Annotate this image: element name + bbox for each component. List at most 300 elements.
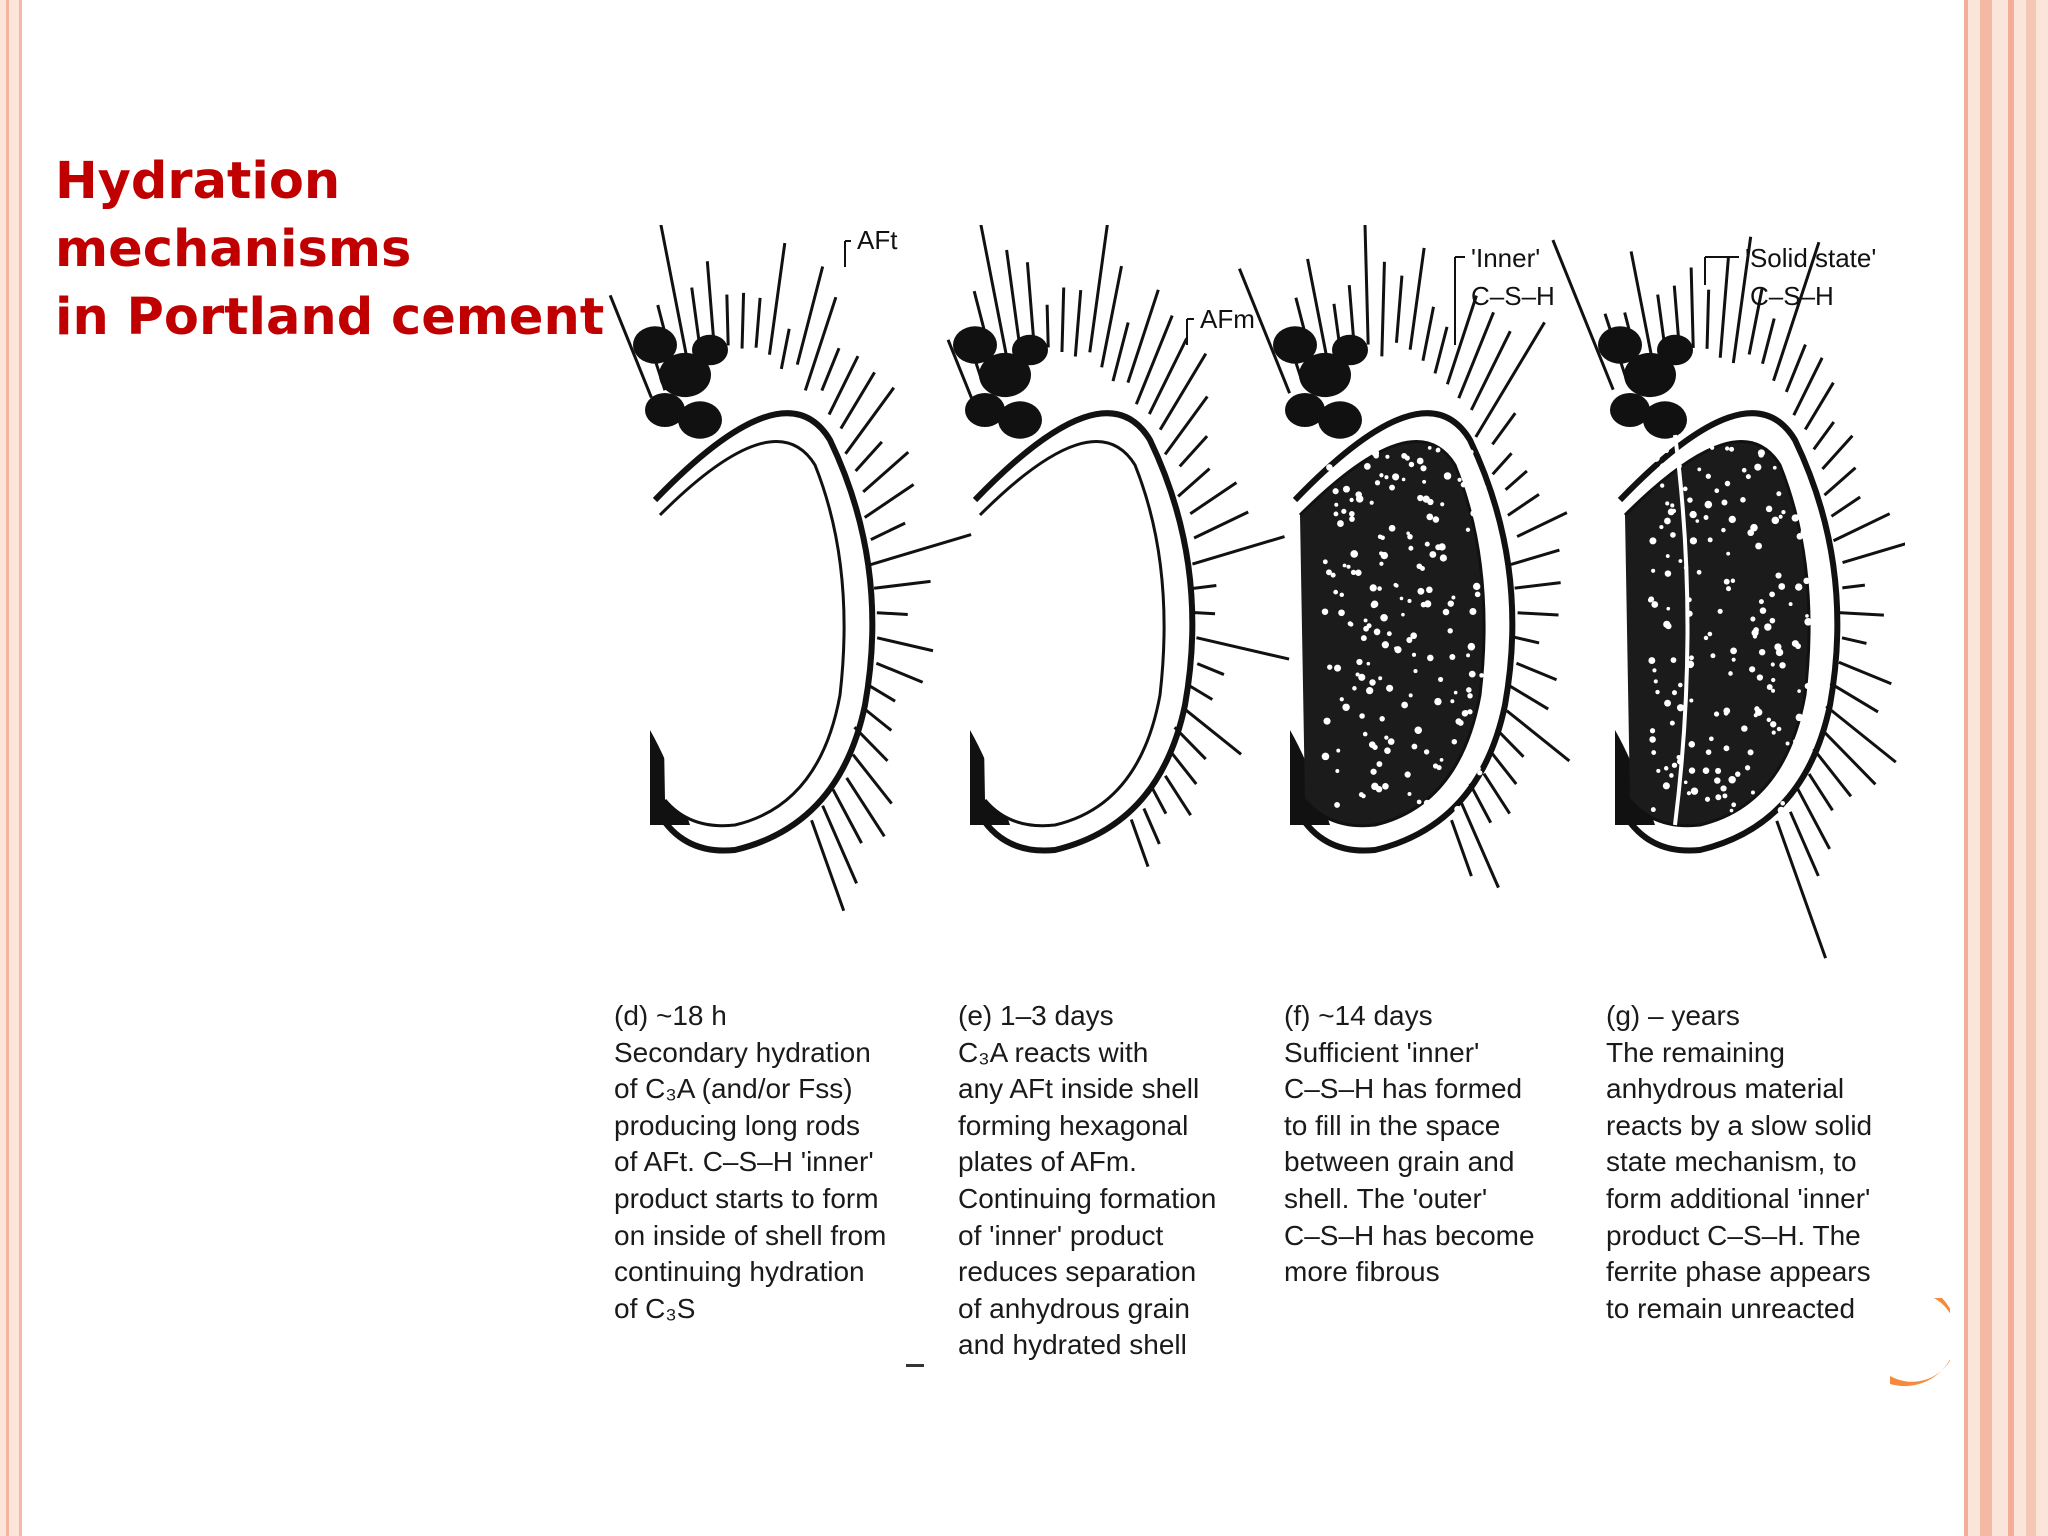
inner-csh-speck-f [1322, 608, 1328, 614]
inner-csh-speck-f [1466, 653, 1470, 657]
inner-csh-speck-g [1796, 714, 1804, 722]
slide-title [55, 148, 695, 352]
afT-rod-f [1496, 729, 1523, 757]
inner-csh-speck-g [1706, 749, 1712, 755]
inner-csh-speck-f [1444, 472, 1451, 479]
inner-csh-speck-g [1649, 736, 1656, 743]
inner-csh-speck-g [1678, 559, 1682, 563]
inner-csh-speck-g [1732, 658, 1736, 662]
inner-csh-speck-f [1454, 806, 1461, 813]
afT-rod-e [1136, 316, 1172, 405]
inner-csh-speck-f [1400, 597, 1404, 601]
afT-rod-f [1470, 784, 1491, 823]
afT-rod-d [823, 806, 857, 884]
inner-csh-speck-f [1417, 563, 1423, 569]
inner-csh-speck-g [1754, 713, 1758, 717]
caption-e-line: of anhydrous grain [958, 1292, 1190, 1324]
inner-csh-speck-f [1417, 800, 1422, 805]
inner-csh-speck-g [1786, 741, 1790, 745]
inner-csh-speck-g [1648, 657, 1655, 664]
caption-g-line: ferrite phase appears [1606, 1256, 1871, 1288]
inner-csh-speck-g [1758, 452, 1764, 458]
inner-csh-speck-g [1666, 554, 1670, 558]
inner-csh-speck-g [1724, 579, 1730, 585]
afT-rod-e [1196, 638, 1289, 659]
stray-dash-mark [906, 1364, 924, 1367]
inner-csh-speck-g [1749, 666, 1755, 672]
anhydrous-grain-g [1625, 442, 1809, 826]
inner-csh-speck-f [1364, 463, 1371, 470]
inner-csh-speck-f [1467, 709, 1472, 714]
inner-csh-speck-g [1772, 517, 1780, 525]
inner-csh-speck-g [1748, 749, 1754, 755]
inner-csh-speck-f [1373, 453, 1379, 459]
inner-csh-speck-f [1412, 653, 1416, 657]
inner-csh-speck-g [1654, 679, 1658, 683]
inner-csh-speck-f [1452, 739, 1457, 744]
inner-csh-speck-f [1380, 614, 1388, 622]
grain-cluster-f [1318, 401, 1362, 438]
inner-csh-speck-f [1469, 450, 1474, 455]
inner-csh-speck-g [1742, 468, 1747, 473]
afT-rod-f [1515, 583, 1561, 589]
inner-csh-speck-f [1385, 455, 1389, 459]
afT-rod-d [812, 820, 844, 910]
inner-csh-speck-g [1683, 487, 1688, 492]
inner-csh-speck-f [1402, 478, 1406, 482]
inner-csh-speck-g [1714, 777, 1720, 783]
caption-d-line: of C₃S [614, 1292, 696, 1324]
inner-csh-speck-f [1389, 485, 1395, 491]
afT-rod-e [1047, 305, 1048, 348]
inner-csh-speck-g [1695, 519, 1699, 523]
inner-csh-speck-g [1705, 501, 1713, 509]
inner-csh-speck-f [1466, 528, 1470, 532]
inner-csh-speck-f [1371, 783, 1378, 790]
inner-csh-speck-f [1333, 590, 1338, 595]
inner-csh-speck-g [1655, 690, 1659, 694]
afT-rod-e [1183, 708, 1241, 755]
inner-csh-speck-g [1724, 745, 1730, 751]
inner-csh-speck-f [1457, 478, 1461, 482]
inner-csh-speck-f [1424, 600, 1431, 607]
anhydrous-grain-f [1300, 442, 1484, 826]
inner-csh-speck-g [1797, 689, 1801, 693]
inner-csh-speck-g [1677, 704, 1684, 711]
inner-csh-speck-g [1735, 771, 1740, 776]
inner-csh-speck-f [1394, 646, 1398, 650]
inner-csh-speck-f [1384, 735, 1388, 739]
inner-csh-speck-g [1704, 515, 1709, 520]
inner-csh-speck-g [1728, 776, 1735, 783]
inner-csh-speck-g [1710, 445, 1714, 449]
inner-csh-speck-g [1750, 524, 1758, 532]
afT-rod-f [1410, 248, 1424, 350]
afT-rod-f [1396, 276, 1401, 343]
inner-csh-speck-f [1467, 693, 1472, 698]
inner-csh-speck-g [1722, 793, 1727, 798]
caption-e-heading: (e) 1–3 days [958, 1000, 1114, 1031]
inner-csh-speck-g [1731, 802, 1736, 807]
afT-rod-g [1786, 345, 1805, 392]
inner-csh-speck-f [1323, 559, 1328, 564]
inner-csh-speck-g [1714, 488, 1719, 493]
inner-csh-speck-f [1409, 693, 1413, 697]
afT-rod-d [877, 613, 908, 615]
inner-csh-speck-g [1715, 768, 1721, 774]
inner-csh-speck-f [1468, 643, 1476, 651]
slide-title-line-2: in Portland cement [55, 288, 605, 347]
slide-left-border [0, 0, 22, 1536]
inner-csh-speck-f [1349, 511, 1355, 517]
hydration-figure-svg [605, 225, 1905, 965]
inner-csh-speck-g [1770, 618, 1776, 624]
inner-csh-speck-g [1649, 537, 1656, 544]
afT-rod-f [1506, 471, 1527, 490]
inner-csh-speck-g [1659, 525, 1663, 529]
inner-csh-speck-f [1469, 608, 1476, 615]
inner-csh-speck-f [1367, 623, 1372, 628]
inner-csh-speck-g [1652, 454, 1660, 462]
caption-panel-d [614, 998, 944, 1327]
inner-csh-speck-g [1671, 657, 1677, 663]
inner-csh-speck-g [1767, 718, 1771, 722]
inner-csh-speck-g [1663, 782, 1670, 789]
inner-csh-speck-g [1688, 449, 1695, 456]
afT-rod-d [742, 293, 744, 349]
inner-csh-speck-g [1703, 767, 1710, 774]
inner-csh-speck-g [1687, 497, 1693, 503]
inner-csh-speck-f [1427, 655, 1434, 662]
afT-rod-f [1451, 820, 1471, 876]
grain-cluster-d [678, 401, 722, 438]
caption-e-line: reduces separation [958, 1256, 1197, 1288]
inner-csh-speck-g [1751, 791, 1755, 795]
caption-d-line: producing long rods [614, 1109, 860, 1141]
inner-csh-speck-f [1326, 569, 1332, 575]
inner-csh-speck-f [1424, 749, 1429, 754]
inner-csh-speck-g [1708, 537, 1713, 542]
grain-cluster-g [1643, 401, 1687, 438]
inner-csh-speck-f [1370, 584, 1377, 591]
inner-csh-speck-f [1370, 501, 1374, 505]
afT-rod-f [1365, 225, 1368, 345]
inner-csh-speck-g [1678, 683, 1683, 688]
afT-rod-f [1462, 803, 1499, 888]
inner-csh-speck-g [1783, 778, 1790, 785]
afT-rod-f [1484, 774, 1510, 814]
afT-rod-g [1843, 531, 1905, 562]
inner-csh-speck-f [1440, 554, 1447, 561]
inner-csh-speck-g [1771, 662, 1775, 666]
inner-csh-speck-g [1705, 797, 1710, 802]
inner-csh-speck-f [1338, 609, 1345, 616]
inner-csh-speck-g [1664, 518, 1671, 525]
inner-csh-speck-f [1382, 783, 1389, 790]
afT-rod-d [854, 727, 887, 761]
afT-rod-g [1833, 514, 1889, 541]
caption-e-line: Continuing formation [958, 1182, 1217, 1214]
inner-csh-speck-g [1746, 474, 1751, 479]
panel-e-label: AFm [1200, 304, 1255, 334]
panel-d-label: AFt [857, 225, 898, 255]
anhydrous-grain-d [660, 442, 844, 826]
caption-d-line: of AFt. C–S–H 'inner' [614, 1146, 874, 1178]
inner-csh-speck-f [1337, 520, 1344, 527]
inner-csh-speck-f [1475, 592, 1481, 598]
inner-csh-speck-f [1426, 587, 1433, 594]
inner-csh-speck-g [1774, 643, 1781, 650]
inner-csh-speck-g [1772, 783, 1776, 787]
afT-rod-e [1197, 664, 1224, 675]
inner-csh-speck-f [1355, 570, 1361, 576]
afT-rod-d [769, 243, 784, 355]
panel-g-label-1: 'Solid state' [1745, 243, 1877, 273]
inner-csh-speck-g [1795, 643, 1801, 649]
inner-csh-speck-g [1745, 765, 1750, 770]
afT-rod-d [874, 581, 930, 588]
afT-rod-f [1514, 637, 1539, 643]
afT-rod-g [1809, 774, 1832, 810]
afT-rod-d [871, 523, 905, 539]
caption-f-line: Sufficient 'inner' [1284, 1036, 1480, 1068]
caption-panel-f [1284, 998, 1614, 1291]
afT-rod-e [1131, 819, 1148, 866]
caption-d-line: of C₃A (and/or Fss) [614, 1073, 853, 1105]
inner-csh-speck-f [1335, 769, 1339, 773]
inner-csh-speck-f [1367, 662, 1371, 666]
afT-rod-e [1193, 613, 1215, 614]
inner-csh-speck-g [1672, 690, 1677, 695]
inner-csh-speck-f [1349, 516, 1355, 522]
inner-csh-speck-f [1417, 588, 1424, 595]
inner-csh-speck-g [1665, 570, 1671, 576]
caption-g-heading: (g) – years [1606, 1000, 1740, 1031]
inner-csh-speck-f [1384, 747, 1391, 754]
afT-rod-e [1007, 250, 1020, 348]
inner-csh-speck-g [1689, 511, 1696, 518]
inner-csh-speck-f [1349, 498, 1353, 502]
afT-rod-e [1149, 338, 1186, 414]
afT-rod-f [1471, 331, 1510, 410]
inner-csh-speck-g [1670, 532, 1676, 538]
inner-csh-speck-g [1728, 671, 1733, 676]
inner-csh-speck-g [1664, 766, 1668, 770]
inner-csh-speck-f [1443, 609, 1450, 616]
inner-csh-speck-g [1659, 444, 1665, 450]
inner-csh-speck-f [1478, 743, 1484, 749]
inner-csh-speck-f [1356, 495, 1363, 502]
inner-csh-speck-g [1784, 455, 1788, 459]
inner-csh-speck-g [1757, 674, 1763, 680]
inner-csh-speck-g [1725, 481, 1730, 486]
caption-e-line: plates of AFm. [958, 1146, 1137, 1178]
inner-csh-speck-f [1448, 600, 1454, 606]
inner-csh-speck-g [1771, 800, 1777, 806]
inner-csh-speck-f [1447, 628, 1452, 633]
inner-csh-speck-f [1409, 462, 1414, 467]
afT-rod-g [1824, 468, 1855, 495]
inner-csh-speck-f [1376, 761, 1382, 767]
afT-rod-g [1805, 383, 1833, 430]
inner-csh-speck-g [1708, 632, 1713, 637]
caption-e-line: C₃A reacts with [958, 1036, 1149, 1068]
inner-csh-speck-g [1666, 607, 1670, 611]
inner-csh-speck-f [1455, 718, 1461, 724]
inner-csh-speck-g [1778, 583, 1785, 590]
caption-g-line: product C–S–H. The [1606, 1219, 1861, 1251]
hydration-figure [605, 225, 1905, 965]
inner-csh-speck-f [1348, 621, 1353, 626]
inner-csh-speck-g [1740, 497, 1746, 503]
inner-csh-speck-f [1451, 596, 1455, 600]
inner-csh-speck-g [1778, 807, 1785, 814]
inner-csh-speck-g [1660, 463, 1667, 470]
inner-csh-speck-f [1334, 802, 1340, 808]
afT-rod-d [865, 485, 914, 518]
inner-csh-speck-g [1773, 466, 1777, 470]
inner-csh-speck-g [1715, 794, 1721, 800]
caption-g-line: The remaining [1606, 1036, 1785, 1068]
afT-rod-e [1113, 323, 1128, 382]
inner-csh-speck-g [1670, 503, 1674, 507]
inner-csh-speck-g [1691, 787, 1698, 794]
inner-csh-speck-g [1697, 570, 1702, 575]
afT-rod-e [1160, 354, 1206, 430]
inner-csh-speck-g [1759, 599, 1764, 604]
inner-csh-speck-g [1764, 623, 1771, 630]
inner-csh-speck-g [1723, 707, 1730, 714]
inner-csh-speck-f [1334, 665, 1341, 672]
inner-csh-speck-f [1401, 613, 1405, 617]
inner-csh-speck-f [1401, 453, 1407, 459]
inner-csh-speck-g [1669, 773, 1674, 778]
caption-panel-g [1606, 998, 1936, 1327]
afT-rod-d [822, 348, 839, 390]
afT-rod-g [1842, 585, 1865, 588]
panel-f-label-2: C–S–H [1471, 281, 1555, 311]
afT-rod-e [1151, 786, 1166, 814]
inner-csh-speck-f [1356, 659, 1362, 665]
inner-csh-speck-f [1361, 635, 1367, 641]
corner-decoration-arc [1830, 1280, 1950, 1400]
caption-f-line: more fibrous [1284, 1256, 1440, 1288]
inner-csh-speck-g [1689, 655, 1694, 660]
inner-csh-speck-g [1789, 602, 1793, 606]
inner-csh-speck-f [1434, 698, 1441, 705]
inner-csh-speck-f [1479, 673, 1484, 678]
inner-csh-speck-g [1797, 533, 1804, 540]
afT-rod-f [1516, 663, 1556, 680]
cement-grain-panels [610, 225, 1905, 958]
afT-rod-f [1382, 262, 1385, 357]
inner-csh-speck-f [1366, 687, 1373, 694]
inner-csh-speck-g [1687, 791, 1691, 795]
afT-rod-d [833, 789, 862, 843]
afT-rod-f [1511, 550, 1559, 564]
inner-csh-speck-g [1751, 629, 1758, 636]
caption-f-line: shell. The 'outer' [1284, 1182, 1488, 1214]
inner-csh-speck-g [1770, 721, 1776, 727]
inner-csh-speck-f [1359, 713, 1365, 719]
inner-csh-speck-f [1343, 486, 1350, 493]
afT-rod-f [1507, 711, 1570, 761]
inner-csh-speck-g [1714, 711, 1719, 716]
inner-csh-speck-f [1342, 704, 1349, 711]
caption-f-line: C–S–H has formed [1284, 1073, 1523, 1105]
inner-csh-speck-g [1710, 653, 1715, 658]
inner-csh-speck-g [1771, 689, 1775, 693]
caption-d-line: Secondary hydration [614, 1036, 871, 1068]
inner-csh-speck-g [1750, 617, 1755, 622]
slide-title-line-1: Hydration mechanisms [55, 152, 412, 279]
afT-rod-g [1826, 706, 1896, 762]
inner-csh-speck-f [1347, 565, 1351, 569]
inner-csh-speck-g [1754, 464, 1761, 471]
inner-csh-speck-f [1322, 753, 1330, 761]
inner-csh-speck-f [1437, 765, 1442, 770]
inner-csh-speck-f [1426, 513, 1433, 520]
inner-csh-speck-g [1759, 649, 1765, 655]
inner-csh-speck-f [1407, 534, 1413, 540]
afT-rod-e [1144, 809, 1159, 844]
afT-rod-e [1190, 686, 1212, 699]
inner-csh-speck-f [1379, 473, 1383, 477]
inner-csh-speck-f [1386, 685, 1393, 692]
inner-csh-speck-f [1369, 679, 1375, 685]
inner-csh-speck-g [1741, 725, 1747, 731]
inner-csh-speck-f [1343, 564, 1347, 568]
inner-csh-speck-g [1660, 483, 1664, 487]
inner-csh-speck-g [1804, 717, 1811, 724]
inner-csh-speck-f [1369, 741, 1376, 748]
caption-f-line: C–S–H has become [1284, 1219, 1535, 1251]
inner-csh-speck-g [1760, 607, 1767, 614]
inner-csh-speck-f [1378, 676, 1382, 680]
inner-csh-speck-g [1672, 763, 1677, 768]
inner-csh-speck-g [1650, 728, 1655, 733]
afT-rod-d [866, 684, 895, 701]
inner-csh-speck-f [1410, 632, 1417, 639]
inner-csh-speck-f [1379, 716, 1384, 721]
inner-csh-speck-f [1466, 687, 1472, 693]
inner-csh-speck-f [1352, 686, 1357, 691]
inner-csh-speck-f [1462, 710, 1468, 716]
inner-csh-speck-f [1333, 488, 1339, 494]
inner-csh-speck-f [1350, 550, 1358, 558]
slide-right-border [1964, 0, 2048, 1536]
inner-csh-speck-g [1730, 809, 1734, 813]
inner-csh-speck-f [1393, 583, 1397, 587]
inner-csh-speck-g [1726, 552, 1730, 556]
inner-csh-speck-g [1779, 515, 1783, 519]
inner-csh-speck-g [1772, 731, 1776, 735]
caption-panel-e [958, 998, 1288, 1364]
inner-csh-speck-g [1688, 741, 1695, 748]
afT-rod-d [876, 663, 922, 682]
caption-d-line: product starts to form [614, 1182, 879, 1214]
afT-rod-f [1518, 613, 1559, 615]
afT-rod-e [1128, 290, 1158, 383]
inner-csh-speck-f [1380, 535, 1385, 540]
inner-csh-speck-g [1709, 736, 1714, 741]
inner-csh-speck-g [1803, 759, 1807, 763]
inner-csh-speck-g [1776, 491, 1781, 496]
afT-rod-f [1492, 413, 1515, 444]
afT-rod-f [1435, 327, 1447, 373]
inner-csh-speck-f [1387, 631, 1392, 636]
afT-rod-e [1027, 262, 1034, 346]
